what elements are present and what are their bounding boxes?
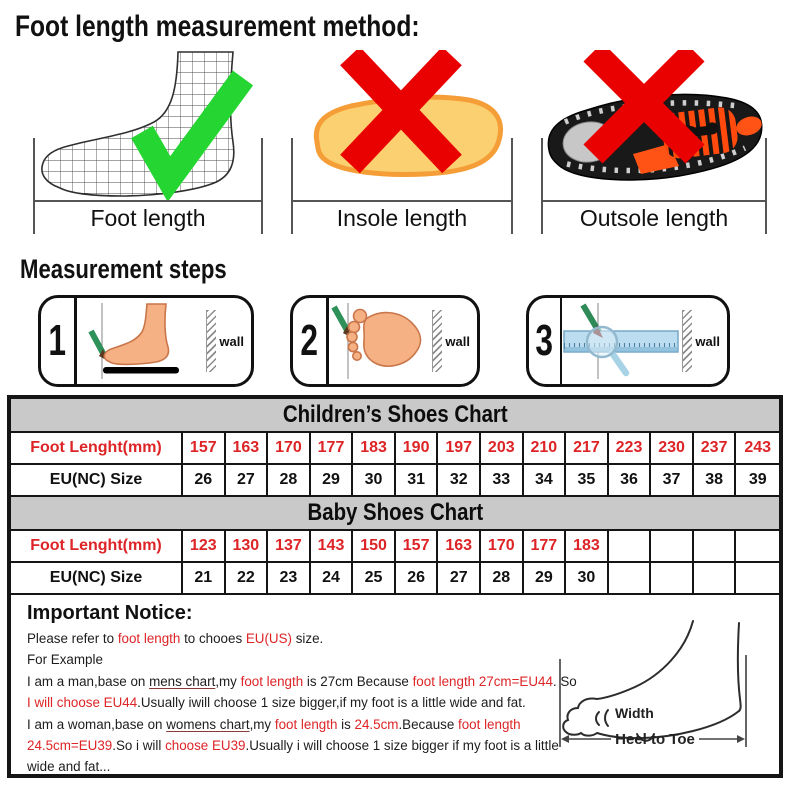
wireframe-foot-svg: [36, 50, 260, 200]
notice-highlight: foot length: [240, 673, 304, 689]
notice-text: Please refer to: [27, 631, 118, 646]
step-number-text: 1: [48, 316, 67, 365]
table-cell: 27: [438, 563, 481, 593]
notice-text: I am a man,base on: [27, 673, 150, 689]
table-cell: 37: [651, 465, 694, 495]
arrow-left-icon: [561, 735, 569, 743]
step1-svg: [88, 301, 194, 381]
baby-eu-size-row: [11, 563, 779, 593]
notice-text: to chooes: [180, 631, 246, 646]
bracket-baseline: [541, 200, 767, 202]
children-eu-size-row: [11, 465, 779, 495]
table-cell: 26: [396, 563, 439, 593]
foot-diagram-svg: [553, 617, 753, 757]
notice-underlined: womens chart: [166, 716, 250, 732]
wall-wrap: [432, 298, 477, 384]
table-cell: 26: [183, 465, 226, 495]
table-cell: 30: [566, 563, 609, 593]
notice-text: ,my: [215, 673, 241, 689]
table-cell: 157: [183, 433, 226, 463]
table-cell: 137: [268, 531, 311, 561]
page-title-method-text: Foot length measurement method:: [15, 10, 420, 43]
notice-line: [27, 714, 579, 778]
wall-hatch: [432, 310, 442, 372]
table-cell: 163: [438, 531, 481, 561]
outsole-svg: [541, 50, 767, 200]
wireframe-foot-art: [33, 50, 263, 200]
size-chart-board: [7, 395, 783, 778]
notice-line: [27, 649, 579, 670]
steps-heading-text: Measurement steps: [20, 254, 227, 284]
table-cell: 28: [268, 465, 311, 495]
step1-art: [77, 298, 207, 384]
table-cell: 21: [183, 563, 226, 593]
table-cell: 130: [226, 531, 269, 561]
notice-highlight: 24.5cm: [354, 716, 399, 732]
figure-label: Outsole length: [579, 205, 729, 231]
step-box-3: [526, 295, 730, 387]
notice-highlight: foot length 27cm=EU44: [412, 673, 553, 689]
notice-highlight: foot length: [274, 716, 338, 732]
table-cell: 223: [609, 433, 652, 463]
row-label: EU(NC) Size: [11, 563, 183, 593]
step-box-1: [38, 295, 254, 387]
table-cell: 190: [396, 433, 439, 463]
table-cell: 29: [524, 563, 567, 593]
table-cell: 27: [226, 465, 269, 495]
table-cell: 197: [438, 433, 481, 463]
table-cell: [694, 531, 737, 561]
step2-svg: [330, 301, 430, 381]
arrow-right-icon: [737, 735, 745, 743]
wall-wrap: [682, 298, 727, 384]
wall-wrap: [206, 298, 251, 384]
table-cell: 170: [268, 433, 311, 463]
method-figures: [0, 50, 790, 234]
table-cell: 210: [524, 433, 567, 463]
outsole-art: [541, 50, 767, 200]
page-title-method: [15, 10, 790, 44]
notice-text: I am a woman,base on: [27, 716, 167, 732]
table-cell: [736, 531, 779, 561]
step-number-text: 3: [535, 316, 554, 365]
table-cell: 203: [481, 433, 524, 463]
notice-highlight: EU(US): [245, 631, 292, 646]
table-cell: 143: [311, 531, 354, 561]
table-cell: 177: [311, 433, 354, 463]
notice-text: .Because: [398, 716, 459, 732]
table-cell: 237: [694, 433, 737, 463]
table-cell: 170: [481, 531, 524, 561]
table-cell: [651, 531, 694, 561]
notice-highlight: foot length: [117, 631, 181, 646]
foot-outline-art: [563, 621, 740, 741]
step3-svg: [562, 301, 682, 381]
notice-underlined: mens chart: [149, 673, 216, 689]
steps-row: [0, 295, 790, 387]
table-cell: 123: [183, 531, 226, 561]
table-cell: 183: [353, 433, 396, 463]
notice-line: [27, 628, 579, 649]
baby-foot-length-row: [11, 531, 779, 563]
ruler-art: [564, 331, 678, 352]
floor-bar: [103, 367, 179, 374]
row-label: Foot Lenght(mm): [11, 531, 183, 561]
table-cell: 230: [651, 433, 694, 463]
steps-heading: [20, 254, 790, 285]
table-cell: 23: [268, 563, 311, 593]
children-chart-title-band: [11, 399, 779, 433]
notice-text: .Usually iwill choose 1 size bigger,if my foot is a little wide and fat.: [137, 695, 526, 711]
notice-title: Important Notice:: [27, 602, 193, 624]
bracket-baseline: [33, 200, 263, 202]
table-cell: 183: [566, 531, 609, 561]
step-box-2: [290, 295, 480, 387]
table-cell: 157: [396, 531, 439, 561]
insole-art: [291, 50, 513, 200]
foot-width-label: Width: [615, 705, 654, 721]
children-chart-title: Children’s Shoes Chart: [282, 401, 508, 428]
notice-text: is: [337, 716, 355, 732]
table-cell: 177: [524, 531, 567, 561]
sole-foot: [347, 310, 421, 367]
table-cell: 30: [353, 465, 396, 495]
children-foot-length-row: [11, 433, 779, 465]
notice-highlight: foot length 24.5cm=EU39: [27, 716, 521, 754]
table-cell: 28: [481, 563, 524, 593]
wall-hatch: [682, 310, 692, 372]
table-cell: 24: [311, 563, 354, 593]
step-number: [529, 298, 560, 384]
baby-chart-title: Baby Shoes Chart: [307, 499, 483, 526]
notice-text: .Usually i will choose 1 size bigger if my foot is a little wide and fat...: [27, 738, 559, 775]
table-cell: 150: [353, 531, 396, 561]
heel-to-toe-label: Heel to Toe: [615, 731, 695, 748]
step3-art: [562, 298, 682, 384]
table-cell: 25: [353, 563, 396, 593]
row-label: EU(NC) Size: [11, 465, 183, 495]
side-foot: [105, 304, 169, 364]
notice-highlight: I will choose EU44: [27, 695, 138, 711]
bracket-baseline: [291, 200, 513, 202]
figure-label: Insole length: [336, 205, 468, 231]
figure-insole-length: [291, 50, 513, 234]
important-notice: [11, 593, 779, 774]
table-cell: 22: [226, 563, 269, 593]
table-cell: 38: [694, 465, 737, 495]
table-cell: 243: [744, 439, 772, 456]
wall-label: wall: [695, 333, 720, 349]
foot-measure-diagram: [553, 617, 753, 762]
table-cell: [609, 531, 652, 561]
table-cell: 217: [566, 433, 609, 463]
table-cell: 33: [481, 465, 524, 495]
notice-text: For Example: [27, 652, 103, 668]
notice-text: size.: [292, 631, 324, 646]
wall-label: wall: [445, 333, 470, 349]
step-number: [41, 298, 74, 384]
table-cell: 35: [566, 465, 609, 495]
figure-label: Foot length: [90, 205, 206, 231]
row-label: Foot Lenght(mm): [11, 433, 183, 463]
figure-outsole-length: [541, 50, 767, 234]
table-cell: 34: [524, 465, 567, 495]
insole-svg: [293, 50, 511, 200]
notice-text: ,my: [249, 716, 275, 732]
wall-hatch: [206, 310, 216, 372]
notice-highlight: choose EU39: [165, 738, 246, 754]
table-cell: 31: [396, 465, 439, 495]
figure-foot-length: [33, 50, 263, 234]
table-cell: 163: [226, 433, 269, 463]
baby-chart-title-band: [11, 495, 779, 531]
wall-label: wall: [219, 333, 244, 349]
notice-line: [27, 671, 579, 714]
table-cell: [694, 563, 737, 593]
step-number: [293, 298, 326, 384]
table-cell: [609, 563, 652, 593]
step-number-text: 2: [300, 316, 319, 365]
table-cell: 32: [438, 465, 481, 495]
table-cell: [651, 563, 694, 593]
step2-art: [329, 298, 433, 384]
table-cell: 29: [311, 465, 354, 495]
table-cell: 39: [748, 471, 767, 488]
notice-text: . So: [552, 673, 577, 689]
table-cell: [736, 563, 779, 593]
notice-text: .So i will: [112, 738, 166, 754]
notice-text: is 27cm Because: [303, 673, 413, 689]
table-cell: 36: [609, 465, 652, 495]
